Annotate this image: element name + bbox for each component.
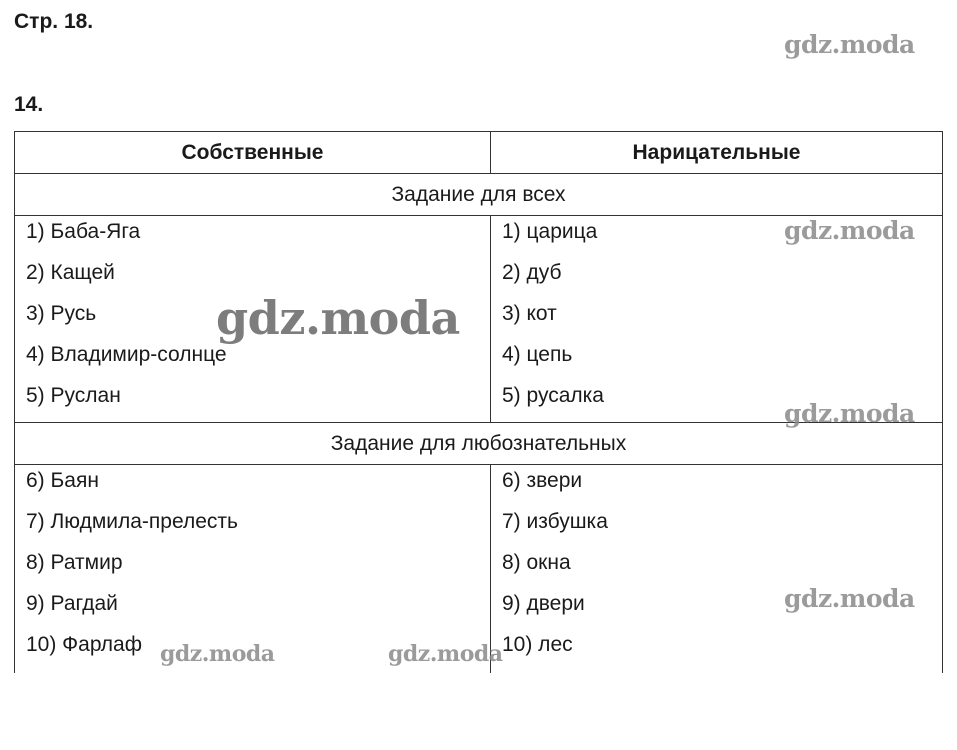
list-item: 6) звери	[502, 469, 583, 492]
list-item: 8) окна	[502, 551, 571, 574]
section-row	[15, 423, 943, 465]
list-item: 4) цепь	[502, 343, 573, 366]
watermark: gdz.moda	[160, 641, 275, 667]
table-row	[15, 216, 943, 423]
common-list-curious	[491, 465, 943, 674]
header-proper: Собственные	[15, 132, 491, 174]
list-item: 8) Ратмир	[26, 551, 123, 574]
page-reference: Стр. 18.	[14, 10, 94, 33]
list-item: 7) Людмила-прелесть	[26, 510, 238, 533]
list-item: 2) дуб	[502, 261, 562, 284]
list-item: 10) Фарлаф	[26, 633, 143, 656]
list-item: 10) лес	[502, 633, 573, 656]
list-item: 1) царица	[502, 220, 598, 243]
section-title-curious: Задание для любознательных	[15, 423, 943, 465]
list-item: 9) двери	[502, 592, 585, 615]
list-item: 5) Руслан	[26, 384, 121, 407]
list-item: 7) избушка	[502, 510, 608, 533]
watermark: gdz.moda	[216, 291, 460, 345]
header-common: Нарицательные	[491, 132, 943, 174]
list-item: 1) Баба-Яга	[26, 220, 141, 243]
list-item: 6) Баян	[26, 469, 99, 492]
list-item: 4) Владимир-солнце	[26, 343, 227, 366]
watermark: gdz.moda	[784, 584, 915, 613]
list-item: 3) Русь	[26, 302, 97, 325]
section-title-all: Задание для всех	[15, 174, 943, 216]
table-header-row	[15, 132, 943, 174]
watermark: gdz.moda	[388, 641, 503, 667]
section-row	[15, 174, 943, 216]
watermark: gdz.moda	[784, 399, 915, 428]
list-item: 3) кот	[502, 302, 557, 325]
list-item: 2) Кащей	[26, 261, 115, 284]
common-list-all	[491, 216, 943, 423]
task-number: 14.	[14, 93, 44, 116]
watermark: gdz.moda	[784, 216, 915, 245]
watermark: gdz.moda	[784, 30, 915, 59]
list-item: 5) русалка	[502, 384, 604, 407]
list-item: 9) Рагдай	[26, 592, 118, 615]
